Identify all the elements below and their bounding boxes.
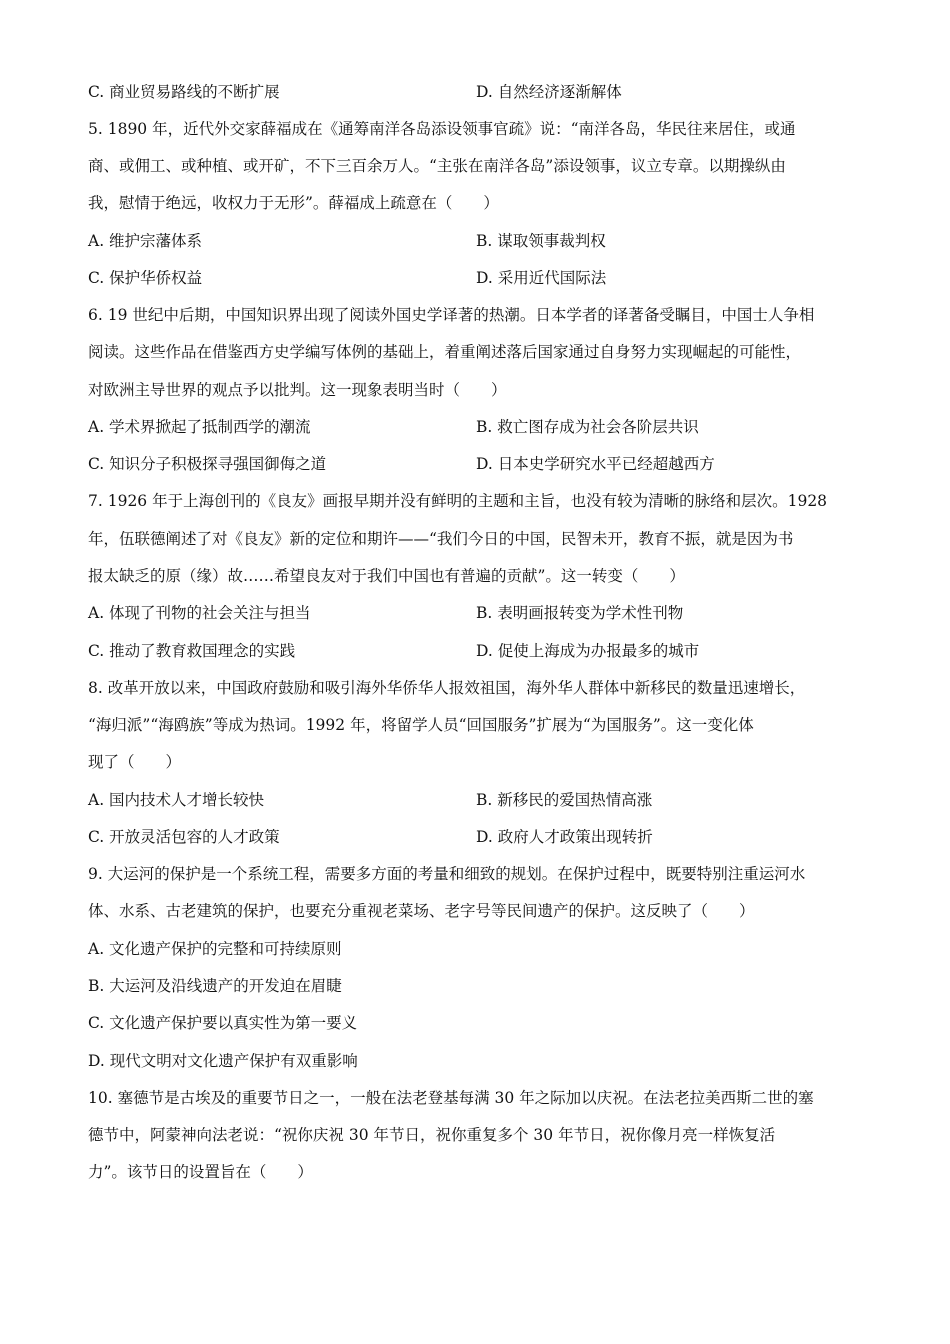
q6-stem-line-3: 对欧洲主导世界的观点予以批判。这一现象表明当时（ ） xyxy=(88,381,507,399)
q6-stem-line-1: 6. 19 世纪中后期，中国知识界出现了阅读外国史学译著的热潮。日本学者的译著备受瞩目，中国士人争相 xyxy=(88,306,815,324)
q9-option-c: C. 文化遗产保护要以真实性为第一要义 xyxy=(88,1014,358,1032)
q7-option-d: D. 促使上海成为办报最多的城市 xyxy=(476,642,700,660)
q5-stem-line-3: 我，慰情于绝远，收权力于无形”。薛福成上疏意在（ ） xyxy=(88,194,499,212)
q4-option-d: D. 自然经济逐渐解体 xyxy=(476,83,622,101)
q6-option-a: A. 学术界掀起了抵制西学的潮流 xyxy=(88,418,311,436)
q5-option-b: B. 谋取领事裁判权 xyxy=(476,232,606,250)
q6-option-c: C. 知识分子积极探寻强国御侮之道 xyxy=(88,455,327,473)
q7-stem-line-3: 报太缺乏的原（缘）故……希望良友对于我们中国也有普遍的贡献”。这一转变（ ） xyxy=(88,567,685,585)
q9-option-d: D. 现代文明对文化遗产保护有双重影响 xyxy=(88,1052,358,1070)
q9-stem-line-2: 体、水系、古老建筑的保护，也要充分重视老菜场、老字号等民间遗产的保护。这反映了（ ） xyxy=(88,902,755,920)
q9-stem-line-1: 9. 大运河的保护是一个系统工程，需要多方面的考量和细致的规划。在保护过程中，既要特别注重运河水 xyxy=(88,865,806,883)
q7-option-c: C. 推动了教育救国理念的实践 xyxy=(88,642,296,660)
q7-stem-line-2: 年，伍联德阐述了对《良友》新的定位和期许——“我们今日的中国，民智未开，教育不振，就是因为书 xyxy=(88,530,794,548)
q8-stem-line-2: “海归派”“海鸥族”等成为热词。1992 年，将留学人员“回国服务”扩展为“为国服务”。这一变化体 xyxy=(88,716,754,734)
q5-option-a: A. 维护宗藩体系 xyxy=(88,232,203,250)
q10-stem-line-2: 德节中，阿蒙神向法老说：“祝你庆祝 30 年节日，祝你重复多个 30 年节日，祝你像月亮一样恢复活 xyxy=(88,1126,776,1144)
q5-stem-line-1: 5. 1890 年，近代外交家薛福成在《通筹南洋各岛添设领事官疏》说：“南洋各岛，华民往来居住，或通 xyxy=(88,120,796,138)
q10-stem-line-3: 力”。该节日的设置旨在（ ） xyxy=(88,1163,313,1181)
q8-option-a: A. 国内技术人才增长较快 xyxy=(88,791,265,809)
q8-option-b: B. 新移民的爱国热情高涨 xyxy=(476,791,653,809)
q5-stem-line-2: 商、或佣工、或种植、或开矿，不下三百余万人。“主张在南洋各岛”添设领事，议立专章。以期操纵由 xyxy=(88,157,786,175)
q8-stem-line-1: 8. 改革开放以来，中国政府鼓励和吸引海外华侨华人报效祖国，海外华人群体中新移民的数量迅速增长， xyxy=(88,679,806,697)
q7-stem-line-1: 7. 1926 年于上海创刊的《良友》画报早期并没有鲜明的主题和主旨，也没有较为清晰的脉络和层次。1928 xyxy=(88,492,828,510)
q9-option-a: A. 文化遗产保护的完整和可持续原则 xyxy=(88,940,342,958)
q6-option-b: B. 救亡图存成为社会各阶层共识 xyxy=(476,418,699,436)
q7-option-b: B. 表明画报转变为学术性刊物 xyxy=(476,604,684,622)
q6-stem-line-2: 阅读。这些作品在借鉴西方史学编写体例的基础上，着重阐述落后国家通过自身努力实现崛起的可能性， xyxy=(88,343,802,361)
q5-option-d: D. 采用近代国际法 xyxy=(476,269,607,287)
q8-stem-line-3: 现了（ ） xyxy=(88,753,182,771)
q6-option-d: D. 日本史学研究水平已经超越西方 xyxy=(476,455,715,473)
q5-option-c: C. 保护华侨权益 xyxy=(88,269,203,287)
q4-option-c: C. 商业贸易路线的不断扩展 xyxy=(88,83,280,101)
q10-stem-line-1: 10. 塞德节是古埃及的重要节日之一，一般在法老登基每满 30 年之际加以庆祝。在法老拉美西斯二世的塞 xyxy=(88,1089,814,1107)
q8-option-c: C. 开放灵活包容的人才政策 xyxy=(88,828,280,846)
q8-option-d: D. 政府人才政策出现转折 xyxy=(476,828,653,846)
q7-option-a: A. 体现了刊物的社会关注与担当 xyxy=(88,604,311,622)
q9-option-b: B. 大运河及沿线遗产的开发迫在眉睫 xyxy=(88,977,342,995)
